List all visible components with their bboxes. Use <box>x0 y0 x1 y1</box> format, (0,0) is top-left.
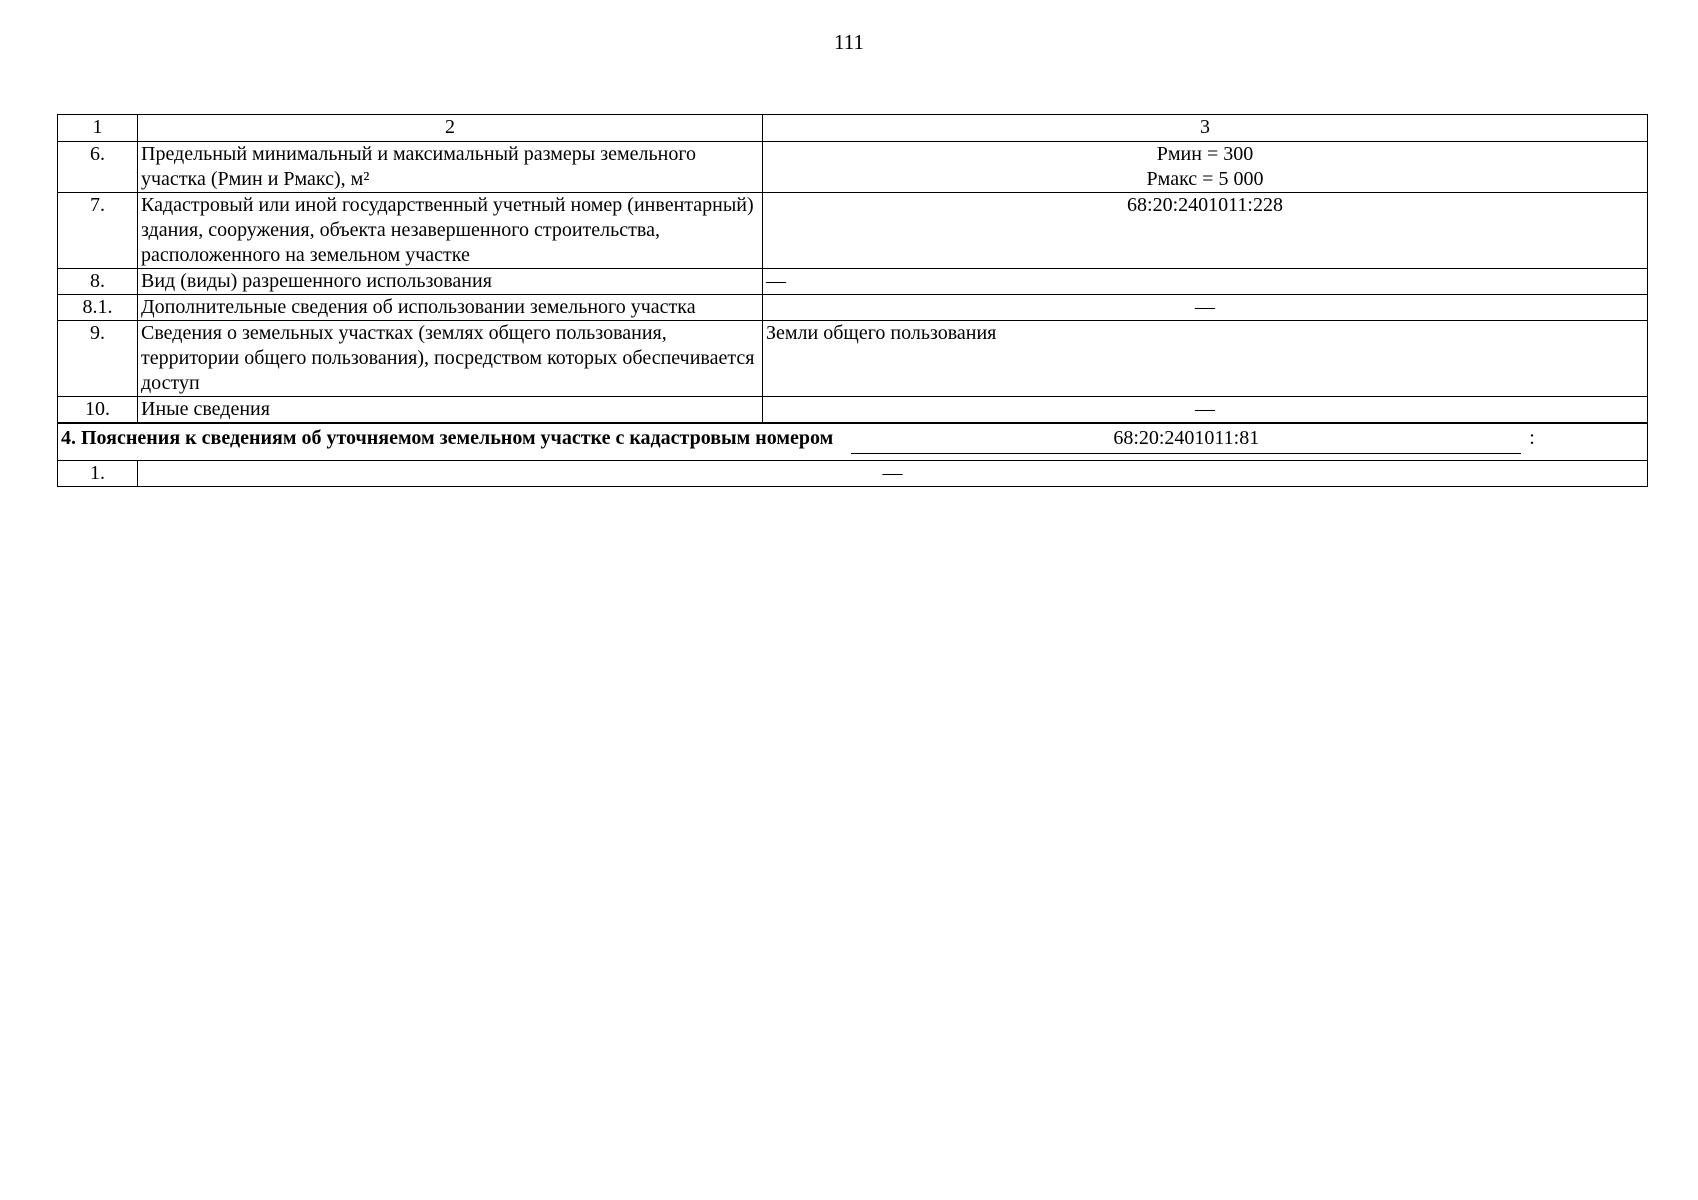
row-label: Вид (виды) разрешенного использования <box>138 269 763 295</box>
row-label: Предельный минимальный и максимальный размеры земельного участка (Рмин и Рмакс), м² <box>138 142 763 193</box>
section-4-header <box>58 423 1648 461</box>
section-4-colon: : <box>1529 427 1535 449</box>
header-col-3: 3 <box>763 115 1648 142</box>
section-4-header-row <box>58 423 1648 461</box>
row-value-min: Рмин = 300 <box>1156 143 1254 165</box>
row-value-max: Рмакс = 5 000 <box>1146 168 1264 190</box>
table-row-6 <box>58 142 1648 193</box>
row-value: — <box>763 269 1648 295</box>
table-row-9 <box>58 321 1648 397</box>
section-4-cadastral-number: 68:20:2401011:81 <box>851 426 1521 454</box>
row-value <box>763 142 1648 193</box>
row-label: Сведения о земельных участках (землях общего пользования, территории общего пользования), посредством которых обеспечивается доступ <box>138 321 763 397</box>
row-label: Кадастровый или иной государственный учетный номер (инвентарный) здания, сооружения, объекта незавершенного строительства, расположенного на земельном участке <box>138 193 763 269</box>
table-row-7 <box>58 193 1648 269</box>
table-row-8 <box>58 269 1648 295</box>
row-number: 10. <box>58 397 138 424</box>
section-4-title: 4. Пояснения к сведениям об уточняемом земельном участке с кадастровым номером <box>61 427 834 449</box>
row-value: — <box>138 461 1648 487</box>
row-value: Земли общего пользования <box>763 321 1648 397</box>
row-label: Дополнительные сведения об использовании земельного участка <box>138 295 763 321</box>
row-value: — <box>763 295 1648 321</box>
table-row-8-1 <box>58 295 1648 321</box>
row-label: Иные сведения <box>138 397 763 424</box>
header-col-1: 1 <box>58 115 138 142</box>
row-value: 68:20:2401011:228 <box>763 193 1648 269</box>
cadastral-info-table <box>57 114 1648 487</box>
row-number: 8.1. <box>58 295 138 321</box>
header-col-2: 2 <box>138 115 763 142</box>
table-row-10 <box>58 397 1648 424</box>
row-number: 1. <box>58 461 138 487</box>
row-number: 9. <box>58 321 138 397</box>
row-value: — <box>763 397 1648 424</box>
table-header-row <box>58 115 1648 142</box>
row-number: 7. <box>58 193 138 269</box>
section-4-row-1 <box>58 461 1648 487</box>
row-number: 6. <box>58 142 138 193</box>
page-number: 111 <box>834 30 864 54</box>
row-number: 8. <box>58 269 138 295</box>
